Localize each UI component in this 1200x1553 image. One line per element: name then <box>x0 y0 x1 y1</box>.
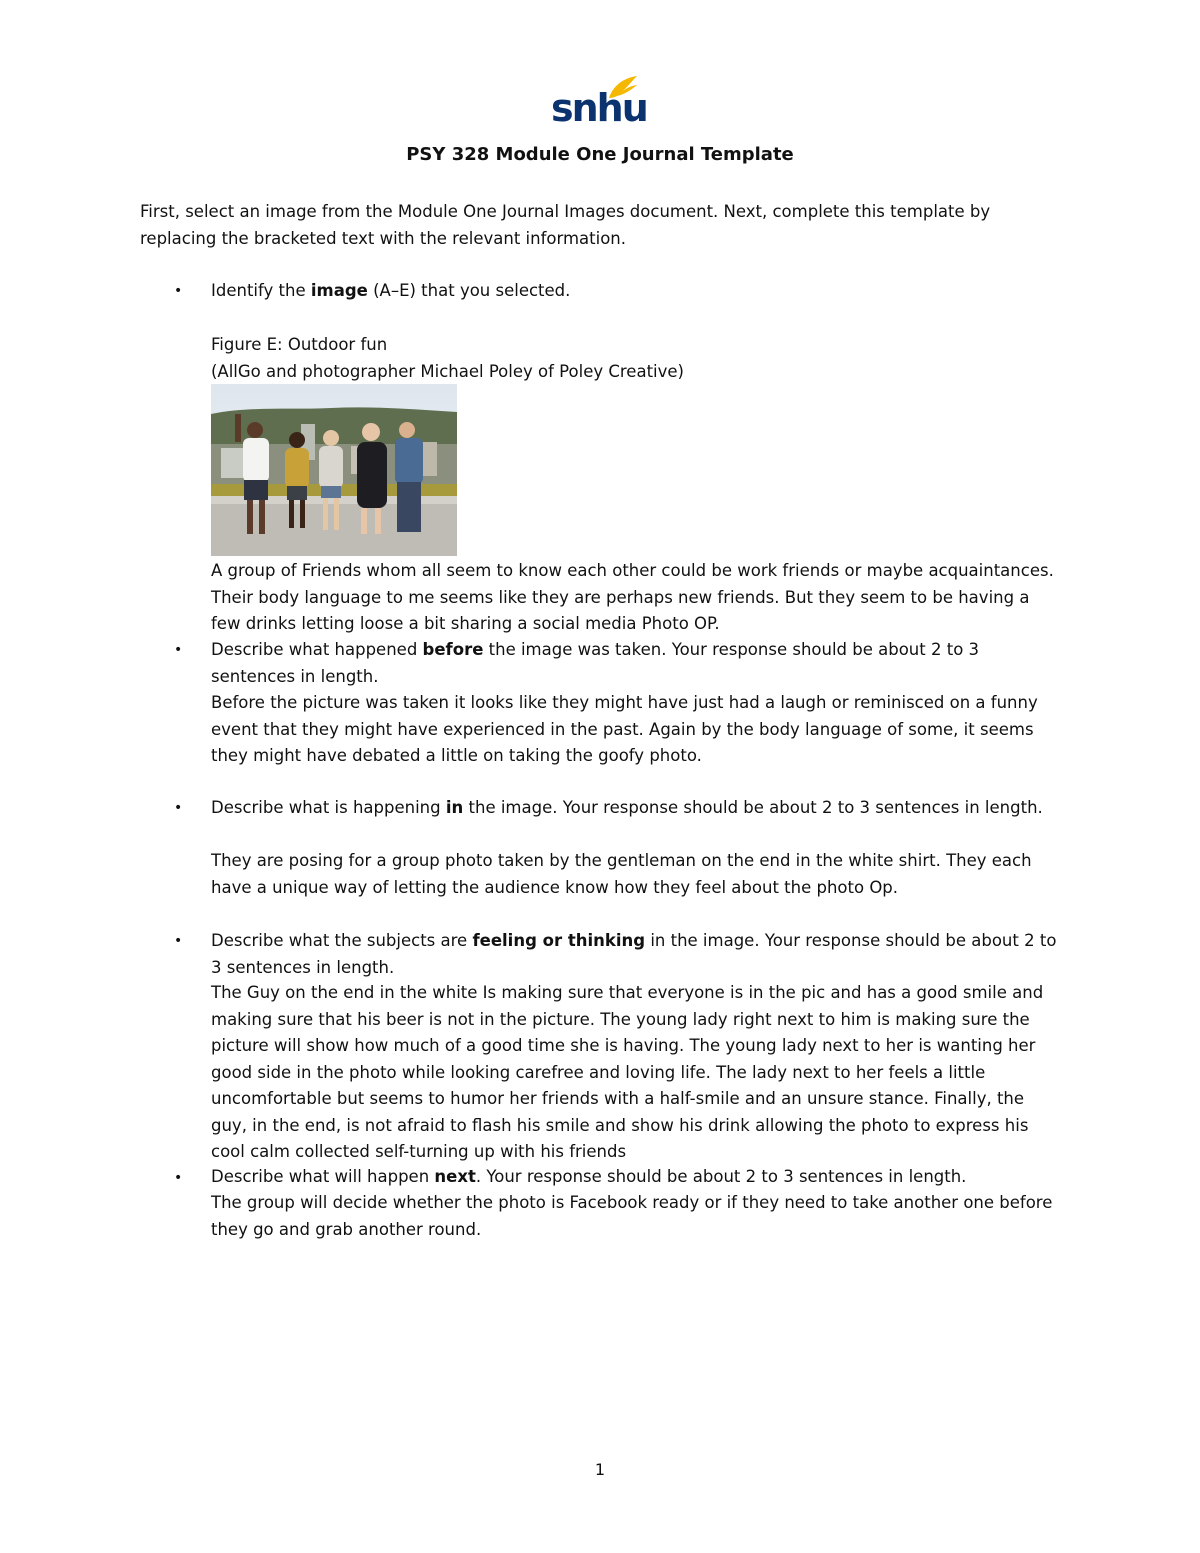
page-number: 1 <box>594 1460 606 1479</box>
question-next: Describe what will happen next. Your response should be about 2 to 3 sentences in length. <box>211 1167 967 1186</box>
answer-feeling: The Guy on the end in the white Is making sure that everyone is in the pic and has a good smile and making sure that his beer is not in the picture. The young lady right next to him is making sure the picture will show how much of a good time she is having. The young lady next to her is wanting her good side in the photo while looking carefree and loving life. The lady next to her feels a little uncomfortable but seems to humor her friends with a half-smile and an unsure stance. Finally, the guy, in the end, is not afraid to flash his smile and show his drink allowing the photo to express his cool calm collected self-turning up with his friends <box>211 983 1044 1161</box>
bullet-4: • <box>174 933 183 949</box>
answer-happening: They are posing for a group photo taken by the gentleman on the end in the white shirt. They each have a unique way of letting the audience know how they feel about the photo Op. <box>211 851 1032 897</box>
intro-paragraph: First, select an image from the Module One Journal Images document. Next, complete this template by replacing the bracketed text with the relevant information. <box>140 202 991 248</box>
answer-next: The group will decide whether the photo is Facebook ready or if they need to take another one before they go and grab another round. <box>211 1193 1053 1239</box>
snhu-logo <box>551 72 647 136</box>
question-happening: Describe what is happening in the image. Your response should be about 2 to 3 sentences in length. <box>211 798 1043 817</box>
question-identify-image: Identify the image (A–E) that you selected. <box>211 281 571 300</box>
question-feeling: Describe what the subjects are feeling or thinking in the image. Your response should be about 2 to 3 sentences in length. <box>211 931 1057 977</box>
answer-before: Before the picture was taken it looks like they might have just had a laugh or reminisced on a funny event that they might have experienced in the past. Again by the body language of some, it seems they might have debated a little on taking the goofy photo. <box>211 693 1038 765</box>
figure-credit: (AllGo and photographer Michael Poley of Poley Creative) <box>211 362 684 381</box>
figure-caption: Figure E: Outdoor fun <box>211 335 388 354</box>
bullet-2: • <box>174 642 183 658</box>
bullet-1: • <box>174 283 183 299</box>
bullet-5: • <box>174 1170 183 1186</box>
bullet-3: • <box>174 800 183 816</box>
question-before: Describe what happened before the image was taken. Your response should be about 2 to 3 sentences in length. <box>211 640 980 686</box>
answer-identify-image: A group of Friends whom all seem to know each other could be work friends or maybe acquaintances. Their body language to me seems like they are perhaps new friends. But they seem to be having a few drinks letting loose a bit sharing a social media Photo OP. <box>211 561 1054 633</box>
document-title: PSY 328 Module One Journal Template <box>406 144 794 165</box>
snhu-logo-text: snhu <box>551 86 647 130</box>
figure-e-photo <box>211 384 457 556</box>
